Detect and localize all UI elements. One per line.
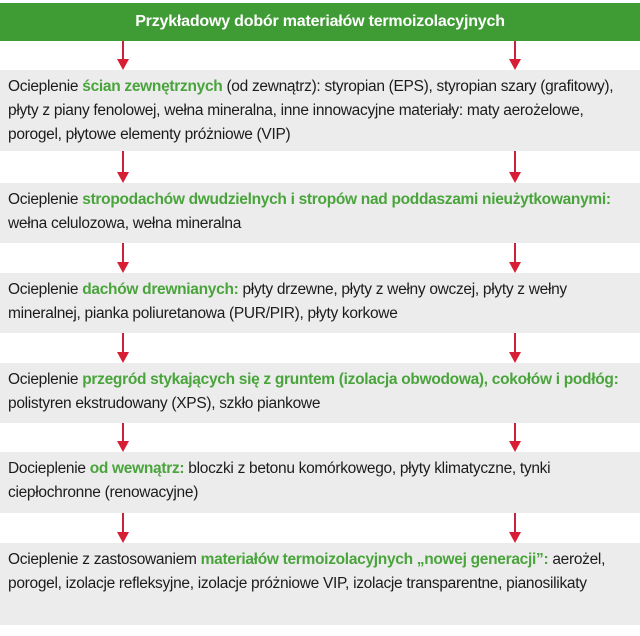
down-arrow-icon (117, 333, 129, 363)
down-arrow-icon (509, 423, 521, 452)
category-box-wooden-roofs: Ocieplenie dachów drewnianych: płyty drzewne, płyty z wełny owczej, płyty z wełny mineralnej, pianka poliuretanowa (PUR/PIR), płyty korkowe (0, 273, 640, 333)
down-arrow-icon (509, 333, 521, 363)
category-box-ground-contact: Ocieplenie przegród stykających się z gruntem (izolacja obwodowa), cokołów i podłóg: polistyren ekstrudowany (XPS), szkło piankowe (0, 363, 640, 423)
category-highlight: ścian zewnętrznych (82, 78, 223, 95)
down-arrow-icon (509, 151, 521, 183)
category-box-new-generation: Ocieplenie z zastosowaniem materiałów termoizolacyjnych „nowej generacji”: aerożel, porogel, izolacje refleksyjne, izolacje próżniowe VIP, izolacje transparentne, pianosilikaty (0, 543, 640, 625)
category-highlight: dachów drewnianych: (82, 281, 239, 298)
down-arrow-icon (117, 243, 129, 273)
category-highlight: materiałów termoizolacyjnych „nowej generacji”: (200, 551, 549, 568)
down-arrow-icon (117, 41, 129, 70)
category-highlight: stropodachów dwudzielnych i stropów nad poddaszami nieużytkowanymi: (82, 191, 611, 208)
category-box-flat-roofs: Ocieplenie stropodachów dwudzielnych i stropów nad poddaszami nieużytkowanymi: wełna celulozowa, wełna mineralna (0, 183, 640, 243)
down-arrow-icon (509, 41, 521, 70)
category-box-exterior-walls: Ocieplenie ścian zewnętrznych (od zewnątrz): styropian (EPS), styropian szary (grafitowy), płyty z piany fenolowej, wełna mineralna, inne innowacyjne materiały: maty aerożelowe, porogel, płytowe elementy próżniowe (VIP) (0, 70, 640, 151)
down-arrow-icon (117, 423, 129, 452)
header-title: Przykładowy dobór materiałów termoizolacyjnych (135, 13, 505, 30)
down-arrow-icon (117, 513, 129, 543)
diagram-header (0, 3, 640, 41)
category-highlight: od wewnątrz: (89, 460, 185, 477)
category-highlight: przegród stykających się z gruntem (izolacja obwodowa), cokołów i podłóg: (82, 371, 619, 388)
down-arrow-icon (509, 243, 521, 273)
down-arrow-icon (509, 513, 521, 543)
category-box-interior: Docieplenie od wewnątrz: bloczki z betonu komórkowego, płyty klimatyczne, tynki ciepłochronne (renowacyjne) (0, 452, 640, 513)
down-arrow-icon (117, 151, 129, 183)
